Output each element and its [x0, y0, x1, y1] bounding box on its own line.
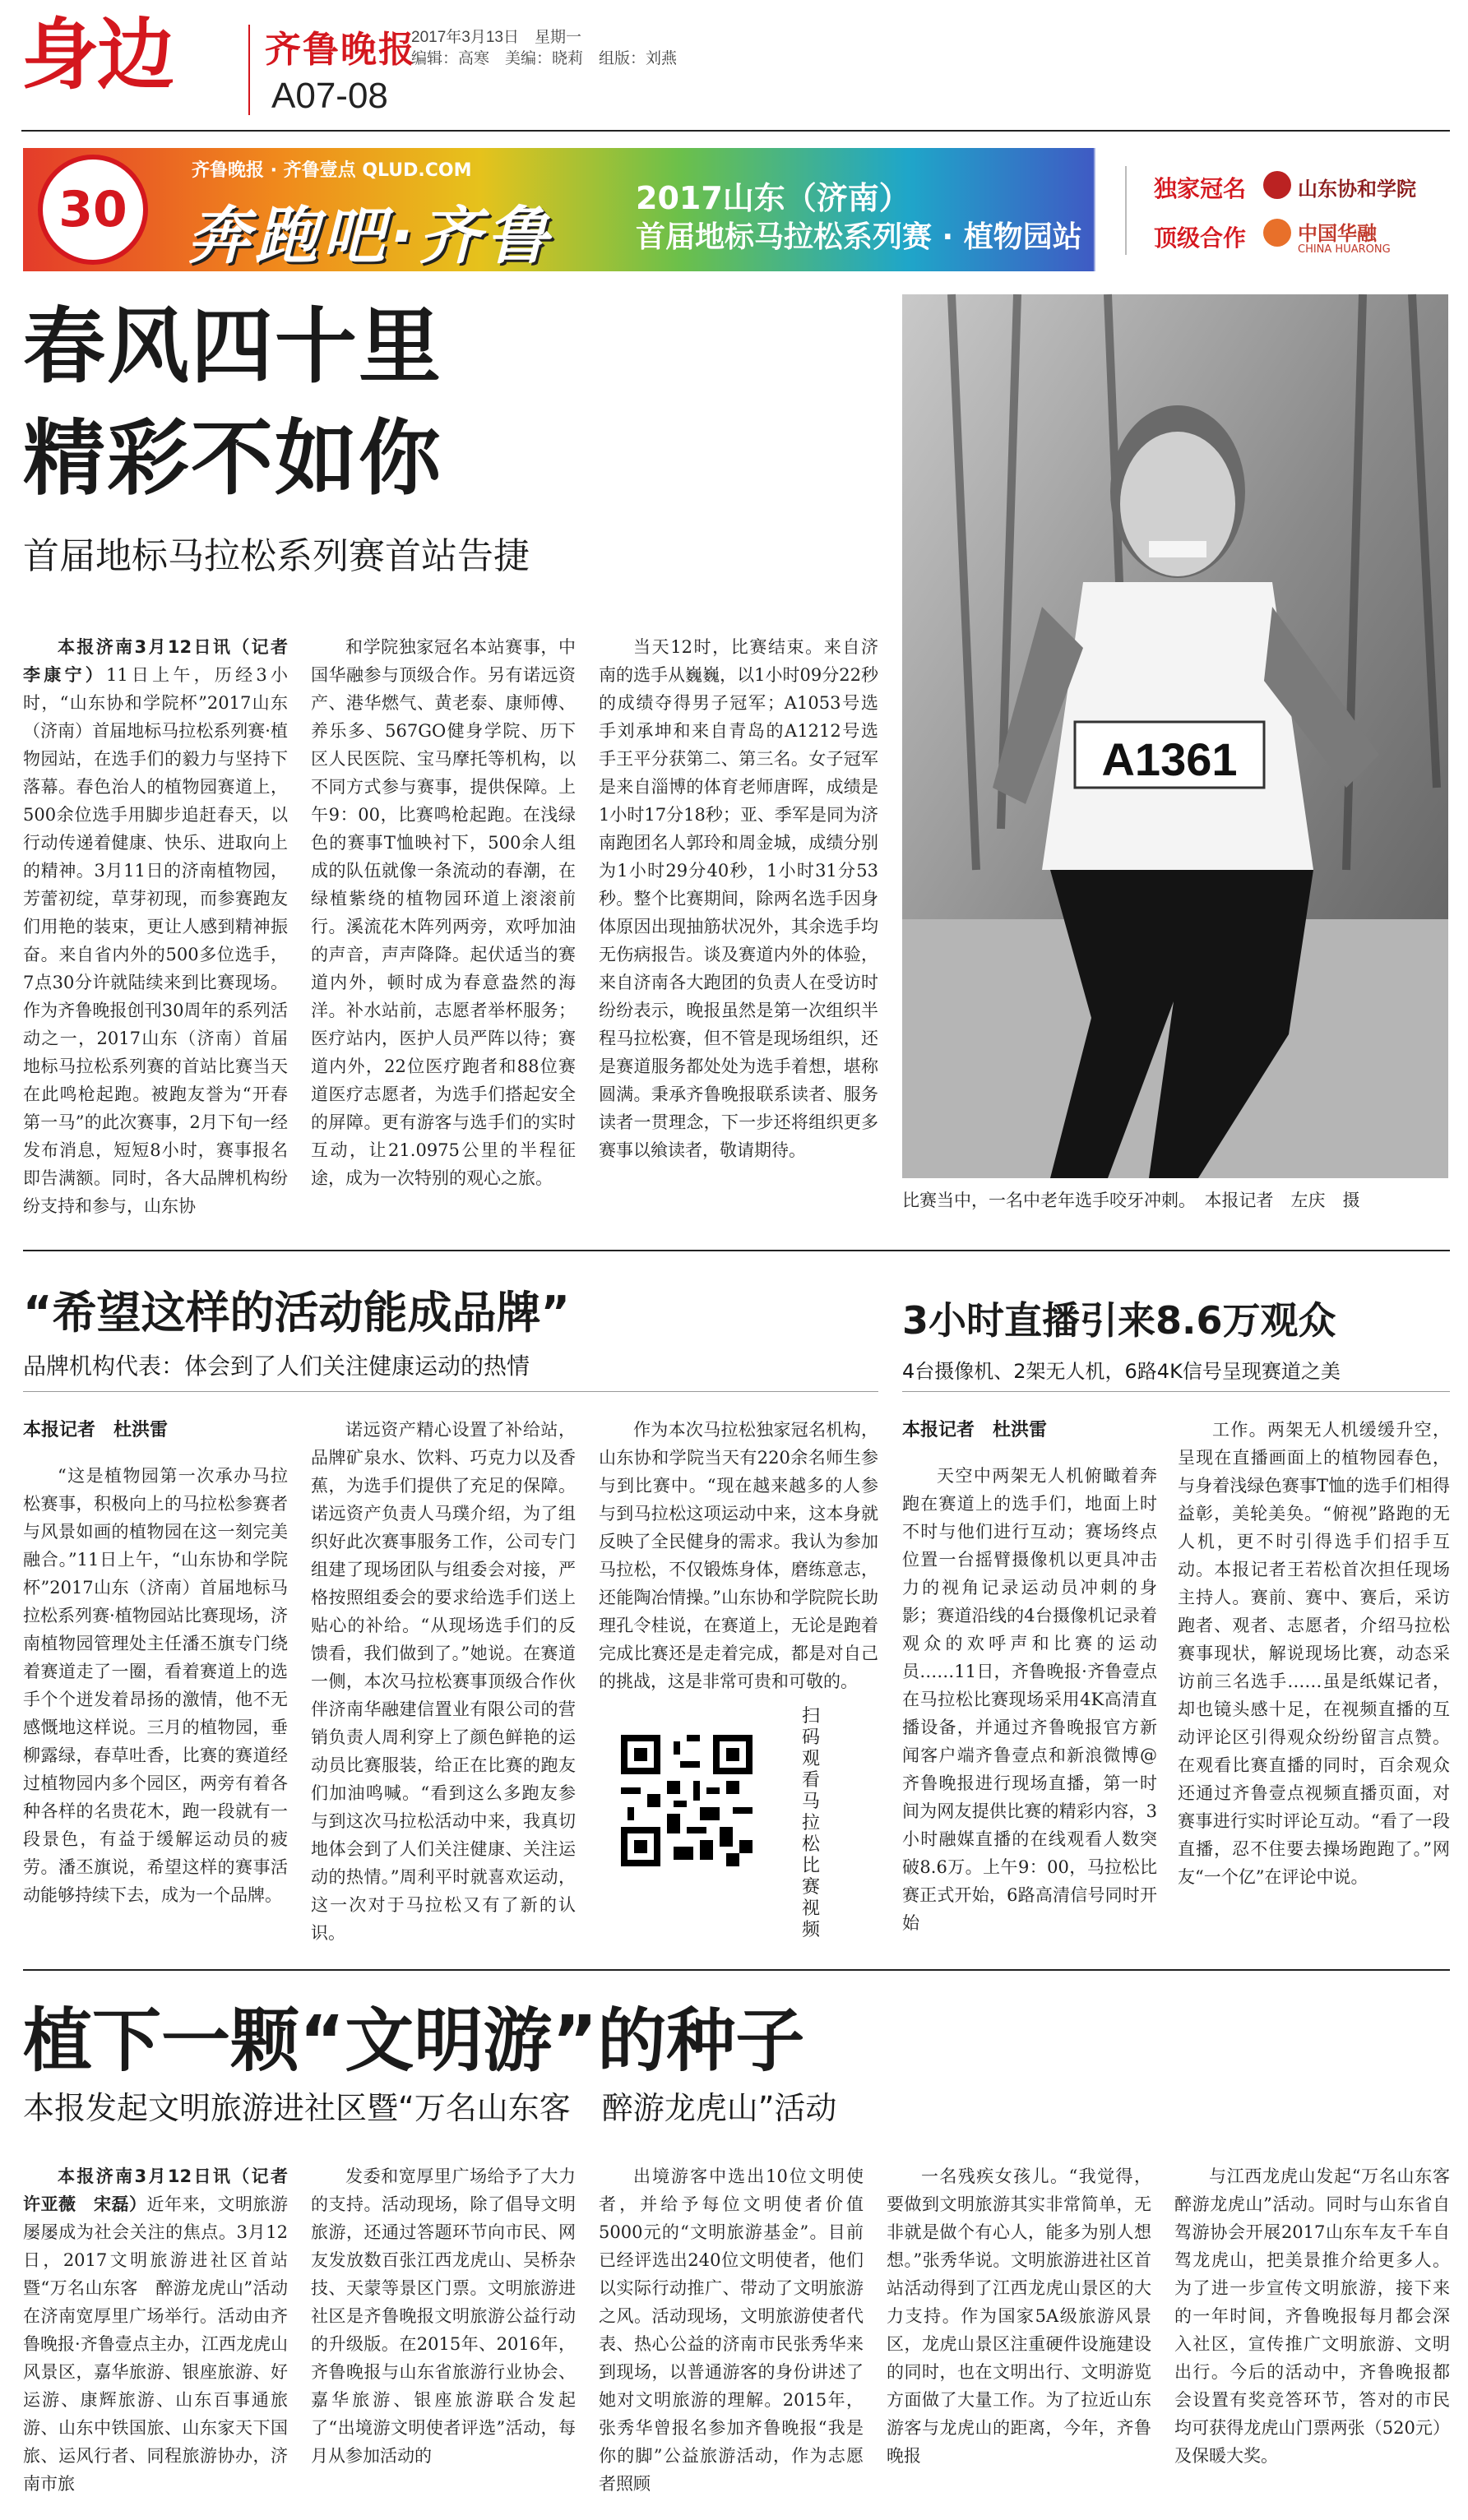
runner-photo — [902, 294, 1448, 1178]
banner-slogan: 奔跑吧·齐鲁 — [188, 199, 553, 272]
article2-column-3 — [599, 1416, 878, 1695]
article2-byline: 本报记者 杜洪雷 — [23, 1420, 169, 1440]
article1-body-1: 11日上午，历经3小时，“山东协和学院杯”2017山东（济南）首届地标马拉松系列赛·植物园站，在选手们的毅力与坚持下落幕。春色治人的植物园赛道上，500余位选手用脚步追赶春天，以行动传递着健康、快乐、进取向上的精神。3月11日的济南植物园，芳蕾初绽，草芽初现，而参赛跑友们用艳的装束，更让人感到精神振奋。来自省内外的500多位选手，7点30分许就陆续来到比赛现场。作为齐鲁晚报创刊30周年的系列活动之一，2017山东（济南）首届地标马拉松系列赛的首站比赛当天在此鸣枪起跑。被跑友誉为“开春第一马”的此次赛事，2月下旬一经发布消息，短短8小时，赛事报名即告满额。同时，各大品牌机构纷纷支持和参与，山东协 — [23, 665, 288, 1216]
article1-column-1 — [23, 633, 288, 1216]
article1-lead: 本报济南3月12日讯（记者 李康宁） — [23, 637, 288, 685]
article4-subtitle: 本报发起文明旅游进社区暨“万名山东客 醉游龙虎山”活动 — [23, 2090, 837, 2126]
article2-body-2: 诺远资产精心设置了补给站，品牌矿泉水、饮料、巧克力以及香蕉，为选手们提供了充足的保障。诺远资产负责人马璞介绍，为了组织好此次赛事服务工作，公司专门组建了现场团队与组委会对接，严格按照组委会的要求给选手们送上贴心的补给。“从现场选手们的反馈看，我们做到了。”她说。在赛道一侧，本次马拉松赛事顶级合作伙伴济南华融建信置业有限公司的营销负责人周利穿上了颜色鲜艳的运动员比赛服装，给正在比赛的跑友们加油鸣喊。“看到这么多跑友参与到这次马拉松活动中来，我真切地体会到了人们关注健康、关注运动的热情。”周利平时就喜欢运动，这一次对于马拉松又有了新的认识。 — [311, 1420, 576, 1943]
article1-subtitle: 首届地标马拉松系列赛首站告捷 — [23, 535, 530, 577]
section-title: 身边 — [21, 10, 174, 100]
sponsor-label-title: 独家冠名 — [1154, 175, 1247, 202]
banner-event-name: 首届地标马拉松系列赛 · 植物园站 — [636, 220, 1082, 254]
article4-body-3: 出境游客中选出10位文明使者，并给予每位文明使者价值5000元的“文明旅游基金”。目前已经评选出240位文明使者，他们以实际行动推广、带动了文明旅游之风。活动现场，文明旅游使者代表、热心公益的济南市民张秀华来到现场，以普通游客的身份讲述了她对文明旅游的理解。2015年，张秀华曾报名参加齐鲁晚报“我是你的脚”公益旅游活动，作为志愿者照顾 — [599, 2166, 864, 2494]
header-divider — [248, 25, 250, 115]
runner-photo-illustration — [902, 294, 1448, 1178]
article4-column-5 — [1174, 2162, 1467, 2512]
event-banner — [23, 148, 1450, 271]
article2-body-1: “这是植物园第一次承办马拉松赛事，积极向上的马拉松参赛者与风景如画的植物园在这一刻完美融合。”11日上午，“山东协和学院杯”2017山东（济南）首届地标马拉松系列赛·植物园站比赛现场，济南植物园管理处主任潘丕旗专门绕着赛道走了一圈，看着赛道上的选手个个迸发着昂扬的激情，他不无感慨地这样说。三月的植物园，垂柳露绿，春草吐香，比赛的赛道经过植物园内多个园区，两旁有着各种各样的名贵花木，跑一段就有一段景色，有益于缓解运动员的疲劳。潘丕旗说，希望这样的赛事活动能够持续下去，成为一个品牌。 — [23, 1466, 288, 1905]
event-seal-icon: 30 — [38, 155, 148, 265]
runner-bib-number: A1361 — [1101, 733, 1238, 785]
article2-column-2 — [311, 1416, 576, 1963]
article1-column-3 — [599, 633, 878, 1200]
sponsor-label-partner: 顶级合作 — [1154, 224, 1247, 252]
video-qr-code[interactable] — [621, 1735, 753, 1866]
article3-subtitle: 4台摄像机、2架无人机，6路4K信号呈现赛道之美 — [902, 1360, 1341, 1383]
header-rule — [21, 130, 1450, 132]
paper-logo: 齐鲁晚报 — [265, 29, 416, 71]
article3-body-1: 天空中两架无人机俯瞰着奔跑在赛道上的选手们，地面上时不时与他们进行互动；赛场终点位置一台摇臂摄像机以更具冲击力的视角记录运动员冲刺的身影；赛道沿线的4台摄像机记录着观众的欢呼声和比赛的运动员……11日，齐鲁晚报·齐鲁壹点在马拉松比赛现场采用4K高清直播设备，并通过齐鲁晚报官方新闻客户端齐鲁壹点和新浪微博@齐鲁晚报进行现场直播，第一时间为网友提供比赛的精彩内容，3小时融媒直播的在线观看人数突破8.6万。上午9：00，马拉松比赛正式开始，6路高清信号同时开始 — [902, 1466, 1157, 1933]
article4-lead: 本报济南3月12日讯（记者 许亚薇 宋磊） — [23, 2166, 288, 2214]
article1-title-line2: 精彩不如你 — [23, 410, 442, 506]
page-number: A07-08 — [271, 76, 388, 116]
date-line: 2017年3月13日 星期一 — [411, 29, 581, 46]
article4-body-1: 近年来，文明旅游屡屡成为社会关注的焦点。3月12日，2017文明旅游进社区首站暨“万名山东客 醉游龙虎山”活动在济南宽厚里广场举行。活动由齐鲁晚报·齐鲁壹点主办，江西龙虎山风景区，嘉华旅游、银座旅游、好运游、康辉旅游、山东百事通旅游、山东中铁国旅、山东家天下国旅、运风行者、同程旅游协办，济南市旅 — [23, 2194, 288, 2494]
huarong-logo-icon — [1263, 219, 1291, 247]
article3-column-2 — [1178, 1416, 1450, 1963]
article4-body-5: 与江西龙虎山发起“万名山东客 醉游龙虎山”活动。同时与山东省自驾游协会开展2017山东车友千车自驾龙虎山，把美景推介给更多人。为了进一步宣传文明旅游，接下来的一年时间，齐鲁晚报每月都会深入社区，宣传推广文明旅游、文明出行。今后的活动中，齐鲁晚报都会设置有奖竞答环节，答对的市民均可获得龙虎山门票两张（520元）及保暖大奖。 — [1174, 2166, 1467, 2466]
section-rule-1 — [23, 1250, 1450, 1251]
article4-body-2: 发委和宽厚里广场给予了大力的支持。活动现场，除了倡导文明旅游，还通过答题环节向市民、网友发放数百张江西龙虎山、吴桥杂技、天蒙等景区门票。文明旅游进社区是齐鲁晚报文明旅游公益行动的升级版。在2015年、2016年，齐鲁晚报与山东省旅游行业协会、嘉华旅游、银座旅游联合发起了“出境游文明使者评选”活动，每月从参加活动的 — [311, 2166, 576, 2466]
article4-column-1 — [23, 2162, 288, 2512]
staff-line: 编辑：高寒 美编：晓莉 组版：刘燕 — [411, 50, 678, 67]
banner-event-year: 2017山东（济南） — [636, 180, 910, 216]
article4-column-3 — [599, 2162, 864, 2512]
article1-body-2: 和学院独家冠名本站赛事，中国华融参与顶级合作。另有诺远资产、港华燃气、黄老泰、康师傅、养乐多、567GO健身学院、历下区人民医院、宝马摩托等机构，以不同方式参与赛事，提供保障。上午9：00，比赛鸣枪起跑。在浅绿色的赛事T恤映衬下，500余人组成的队伍就像一条流动的春潮，在绿植紫绕的植物园环道上滚滚前行。溪流花木阵列两旁，欢呼加油的声音，声声降降。起伏适当的赛道内外，顿时成为春意盎然的海洋。补水站前，志愿者举杯服务；医疗站内，医护人员严阵以待；赛道内外，22位医疗跑者和88位赛道医疗志愿者，为选手们搭起安全的屏障。更有游客与选手们的实时互动，让21.0975公里的半程征途，成为一次特别的观心之旅。 — [311, 637, 576, 1188]
section-rule-2 — [23, 1969, 1450, 1971]
article2-subtitle: 品牌机构代表：体会到了人们关注健康运动的热情 — [23, 1352, 530, 1380]
article4-title: 植下一颗“文明游”的种子 — [23, 2000, 805, 2081]
article3-subtitle-rule — [902, 1391, 1450, 1392]
article2-column-1 — [23, 1462, 288, 1963]
article1-body-3: 当天12时，比赛结束。来自济南的选手从巍巍，以1小时09分22秒的成绩夺得男子冠军；A1053号选手刘承坤和来自青岛的A1212号选手王平分获第二、第三名。女子冠军是来自淄博的体育老师唐晖，成绩是1小时17分18秒；亚、季军是同为济南跑团名人郭玲和周金城，成绩分别为1小时29分40秒，1小时31分53秒。整个比赛期间，除两名选手因身体原因出现抽筋状况外，其余选手均无伤病报告。谈及赛道内外的体验，来自济南各大跑团的负责人在受访时纷纷表示，晚报虽然是第一次组织半程马拉松赛，但不管是现场组织，还是赛道服务都处处为选手着想，堪称圆满。秉承齐鲁晚报联系读者、服务读者一贯理念，下一步还将组织更多赛事以飨读者，敬请期待。 — [599, 637, 878, 1160]
article3-title: 3小时直播引来8.6万观众 — [902, 1298, 1336, 1343]
article3-column-1 — [902, 1462, 1157, 1963]
article1-column-2 — [311, 633, 576, 1200]
article4-column-2 — [311, 2162, 576, 2512]
sponsor-huarong-en: CHINA HUARONG — [1298, 243, 1391, 256]
article4-column-4 — [887, 2162, 1151, 2512]
article3-byline: 本报记者 杜洪雷 — [902, 1420, 1048, 1440]
article2-subtitle-rule — [23, 1391, 878, 1392]
qr-label: 扫码观看马拉松比赛视频 — [802, 1706, 821, 1940]
banner-brands: 齐鲁晚报 · 齐鲁壹点 QLUD.COM — [192, 160, 472, 181]
qr-code-icon — [621, 1735, 753, 1866]
article3-body-2: 工作。两架无人机缓缓升空，呈现在直播画面上的植物园春色，与身着浅绿色赛事T恤的选手们相得益彰，美轮美奂。“俯视”路跑的无人机，更不时引得选手们招手互动。本报记者王若松首次担任现场主持人。赛前、赛中、赛后，采访跑者、观者、志愿者，介绍马拉松赛事现状，解说现场比赛，动态采访前三名选手……虽是纸媒记者，却也镜头感十足，在视频直播的互动评论区引得观众纷纷留言点赞。在观看比赛直播的同时，百余观众还通过齐鲁壹点视频直播页面，对赛事进行实时评论互动。“看了一段直播，忍不住要去操场跑跑了。”网友“一个亿”在评论中说。 — [1178, 1420, 1450, 1887]
article2-body-3: 作为本次马拉松独家冠名机构，山东协和学院当天有220余名师生参与到比赛中。“现在越来越多的人参与到马拉松这项运动中来，这本身就反映了全民健身的需求。我认为参加马拉松，不仅锻炼身体，磨练意志，还能陶冶情操。”山东协和学院院长助理孔令桂说，在赛道上，无论是跑着完成比赛还是走着完成，都是对自己的挑战，这是非常可贵和可敬的。 — [599, 1420, 878, 1691]
banner-divider — [1125, 166, 1127, 255]
sponsor-huarong: 中国华融 — [1298, 222, 1377, 245]
article1-title-line1: 春风四十里 — [23, 298, 442, 395]
photo-caption: 比赛当中，一名中老年选手咬牙冲刺。 本报记者 左庆 摄 — [902, 1191, 1360, 1210]
article2-title: “希望这样的活动能成品牌” — [23, 1287, 570, 1339]
article4-body-4: 一名残疾女孩儿。“我觉得，要做到文明旅游其实非常简单，无非就是做个有心人，能多为别人想想。”张秀华说。文明旅游进社区首站活动得到了江西龙虎山景区的大力支持。作为国家5A级旅游风景区，龙虎山景区注重硬件设施建设的同时，也在文明出行、文明游览方面做了大量工作。为了拉近山东游客与龙虎山的距离，今年，齐鲁晚报 — [887, 2166, 1151, 2466]
xiehe-logo-icon — [1263, 171, 1291, 199]
sponsor-xiehe: 山东协和学院 — [1298, 178, 1416, 201]
